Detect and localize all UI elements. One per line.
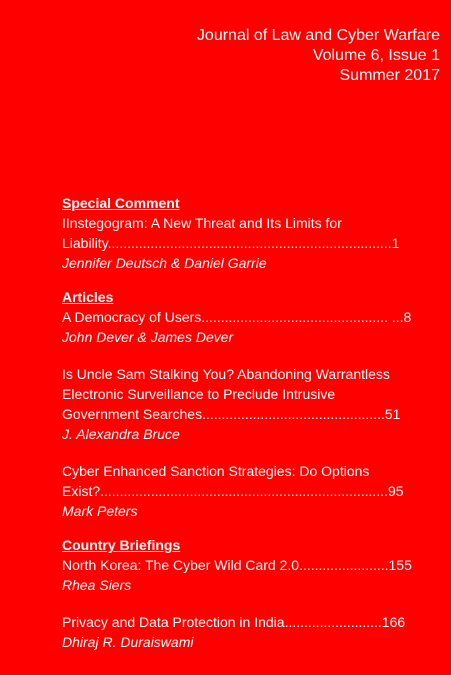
entry-title-line: Cyber Enhanced Sanction Strategies: Do Options: [62, 463, 370, 479]
entry-title-line: IInstegogram: A New Threat and Its Limits for: [62, 215, 342, 231]
toc-entry: [62, 612, 434, 652]
volume-issue: Volume 6, Issue 1: [312, 47, 440, 64]
entry-authors: Jennifer Deutsch & Daniel Garrie: [62, 255, 267, 271]
entry-authors: J. Alexandra Bruce: [62, 426, 180, 442]
entry-title-line: Privacy and Data Protection in India.........................166: [62, 614, 406, 630]
entry-authors: John Dever & James Dever: [62, 329, 234, 345]
journal-title: Journal of Law and Cyber Warfare: [196, 27, 440, 44]
entry-authors: Mark Peters: [62, 503, 138, 519]
entry-title-line: Electronic Surveillance to Preclude Intrusive: [62, 386, 336, 402]
toc-entry: [62, 555, 434, 595]
entry-authors: Dhiraj R. Duraiswami: [62, 634, 194, 650]
section-heading-special-comment: Special Comment: [62, 195, 180, 211]
toc-entry: [62, 461, 434, 521]
section-heading-country-briefings: Country Briefings: [62, 537, 181, 553]
entry-title-line: Government Searches...............................................51: [62, 406, 401, 422]
toc-entry: [62, 213, 434, 273]
toc-entry: [62, 307, 434, 347]
section-heading-articles: Articles: [62, 289, 114, 305]
entry-title-line: A Democracy of Users................................................ ...8: [62, 309, 412, 325]
entry-title-line: Exist?..........................................................................95: [62, 483, 404, 499]
entry-title-line: Liability.........................................................................1: [62, 235, 400, 251]
table-of-contents: [62, 193, 434, 652]
entry-title-line: Is Uncle Sam Stalking You? Abandoning Warrantless: [62, 366, 390, 382]
issue-season: Summer 2017: [339, 67, 440, 84]
entry-authors: Rhea Siers: [62, 577, 132, 593]
toc-entry: [62, 364, 434, 444]
entry-title-line: North Korea: The Cyber Wild Card 2.0.......................155: [62, 557, 412, 573]
masthead: [197, 26, 440, 86]
